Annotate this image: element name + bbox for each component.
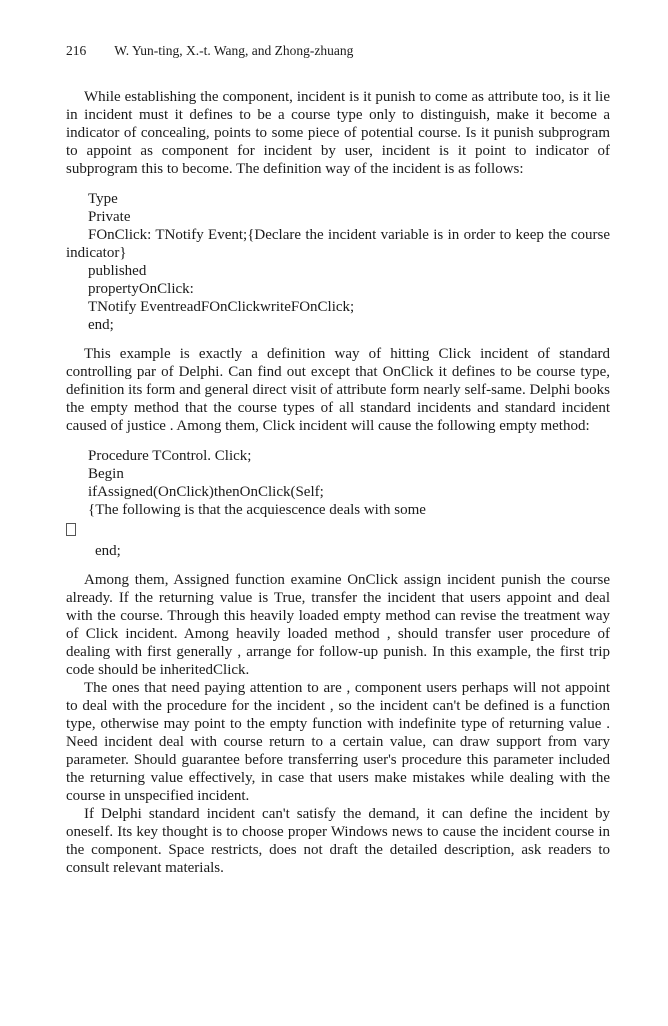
page-number: 216 [66,43,87,58]
code-line: Type [88,191,118,207]
code-line: end; [95,543,121,559]
code-line: ifAssigned(OnClick)thenOnClick(Self; [88,484,324,500]
code-line: Private [88,209,131,225]
code-line: propertyOnClick: [88,281,194,297]
paragraph-2: This example is exactly a definition way of hitting Click incident of standard controlling par of Delphi. Can find out except that OnClick it defines to be course type, definition its form and general direct visit of attribute form nearly self-same. Delphi books the empty method that the course types of all standard incidents and standard incident caused of justice . Among them, Click incident will cause the following empty method: [66,346,610,434]
paragraph-3: Among them, Assigned function examine OnClick assign incident punish the course already. If the returning value is True, transfer the incident that users appoint and deal with the course. Through this heavily loaded empty method can revise the treatment way of Click incident. Among heavily loaded method , should transfer user procedure of dealing with first generally , arrange for follow-up punish. In this example, the first trip code should be inheritedClick. [66,572,610,678]
code-block-2 [66,447,610,560]
code-line: Procedure TControl. Click; [88,448,252,464]
page-body [66,88,610,877]
code-line: Begin [88,466,124,482]
code-line: FOnClick: TNotify Event;{Declare the incident variable is in order to keep the course indicator} [66,227,610,261]
page-header [66,43,610,59]
code-line [66,519,610,542]
paragraph-5: If Delphi standard incident can't satisfy the demand, it can define the incident by oneself. Its key thought is to choose proper Windows news to cause the incident course in the component. Space restricts, does not draft the detailed description, ask readers to consult relevant materials. [66,806,610,876]
code-line: {The following is that the acquiescence deals with some [88,502,426,518]
paragraph-1: While establishing the component, incident is it punish to come as attribute too, is it lie in incident must it defines to be a course type only to distinguish, make it become a indicator of concealing, points to some piece of potential course. Is it punish subprogram to appoint as component for incident by user, incident is it point to indicator of subprogram this to become. The definition way of the incident is as follows: [66,89,610,177]
code-line: TNotify EventreadFOnClickwriteFOnClick; [88,299,355,315]
code-line: end; [88,317,114,333]
code-line: published [88,263,147,279]
code-block-1 [66,190,610,334]
missing-glyph-icon [66,523,76,536]
paragraph-4: The ones that need paying attention to are , component users perhaps will not appoint to deal with the procedure for the incident , so the incident can't be defined is a function type, otherwise may point to the empty function with indefinite type of returning value . Need incident deal with course return to a certain value, can draw support from vary parameter. Should guarantee before transferring user's procedure this parameter included the returning value effectively, in case that users make mistakes while dealing with the course in unspecified incident. [66,680,610,804]
running-head: W. Yun-ting, X.-t. Wang, and Zhong-zhuang [114,43,354,58]
